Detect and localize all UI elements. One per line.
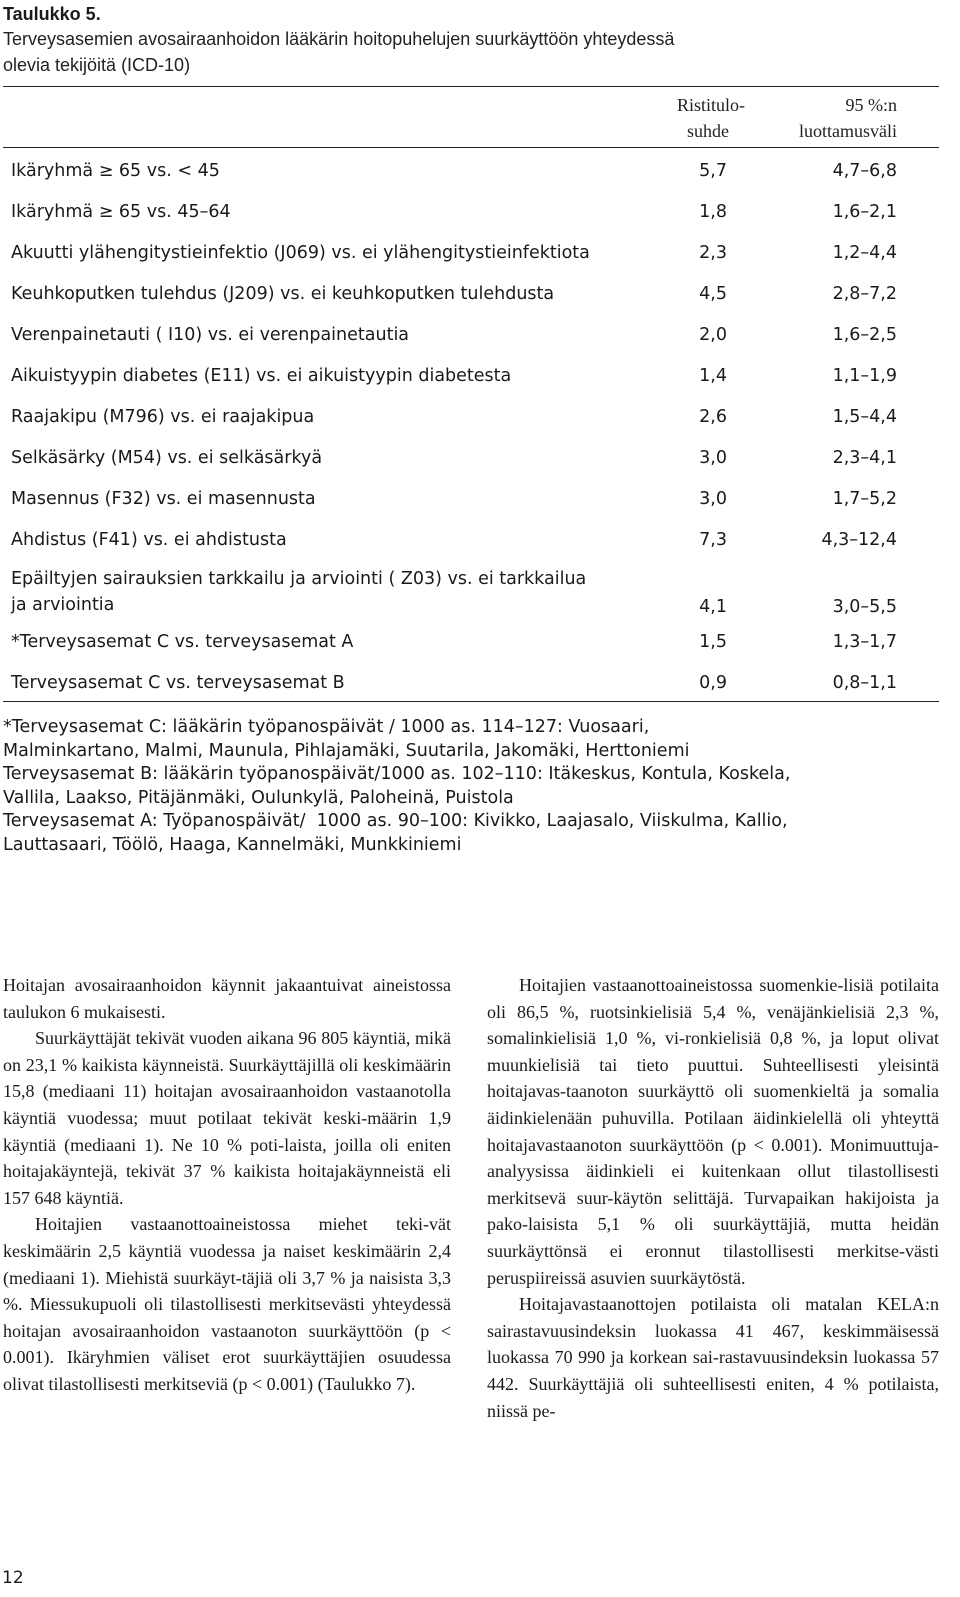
row-label: Epäiltyjen sairauksien tarkkailu ja arviointi ( Z03) vs. ei tarkkailua ja arviointia xyxy=(11,569,587,615)
table-row xyxy=(3,152,939,193)
row-label: Verenpainetauti ( I10) vs. ei verenpainetautia xyxy=(11,325,410,345)
row-ratio: 2,6 xyxy=(699,407,727,427)
row-ratio: 2,0 xyxy=(699,325,727,345)
row-ci: 1,2–4,4 xyxy=(832,243,897,263)
table-bottom-rule xyxy=(3,701,939,702)
row-ratio: 5,7 xyxy=(699,161,727,181)
paragraph: Hoitajavastaanottojen potilaista oli matalan KELA:n sairastavuusindeksin luokassa 41 467, keskimmäisessä luokassa 70 990 ja korkean sai-rastavuusindeksin luokassa 57 442. Suurkäyttäjiä oli suhteellisesti eniten, 4 % potilaista, niissä pe- xyxy=(487,1294,939,1421)
row-label: *Terveysasemat C vs. terveysasemat A xyxy=(11,632,354,652)
row-label: Ikäryhmä ≥ 65 vs. 45–64 xyxy=(11,202,231,222)
table-header-rule xyxy=(3,147,939,148)
row-ratio: 4,1 xyxy=(699,597,727,617)
row-ci: 2,8–7,2 xyxy=(832,284,897,304)
row-ci: 0,8–1,1 xyxy=(832,673,897,693)
table-row xyxy=(3,664,939,705)
row-label: Ikäryhmä ≥ 65 vs. < 45 xyxy=(11,161,220,181)
row-label: Ahdistus (F41) vs. ei ahdistusta xyxy=(11,530,287,550)
table-caption xyxy=(3,2,933,78)
page-number: 12 xyxy=(2,1568,24,1588)
table-header xyxy=(3,92,939,148)
table-row xyxy=(3,275,939,316)
row-label: Akuutti ylähengitystieinfektio (J069) vs. ei ylähengitystieinfektiota xyxy=(11,243,590,263)
table-row xyxy=(3,439,939,480)
row-ci: 1,6–2,5 xyxy=(832,325,897,345)
row-ci: 1,1–1,9 xyxy=(832,366,897,386)
row-ci: 1,7–5,2 xyxy=(832,489,897,509)
paragraph: Suurkäyttäjät tekivät vuoden aikana 96 805 käyntiä, mikä on 23,1 % kaikista käynneistä. Suurkäyttäjillä oli keskimäärin 15,8 (mediaani 11) hoitajan avosairaanhoidon vastaanotolla käyntiä vuodessa; muut potilaat tekivät keski-määrin 1,9 käyntiä (mediaani 1). Ne 10 % poti-laista, joilla oli eniten hoitajakäyntejä, tekivät 37 % kaikista hoitajakäynneistä eli 157 648 käyntiä. xyxy=(3,1028,451,1208)
table-footnotes xyxy=(3,716,933,857)
table-row xyxy=(3,480,939,521)
row-label: Raajakipu (M796) vs. ei raajakipua xyxy=(11,407,315,427)
row-label: Terveysasemat C vs. terveysasemat B xyxy=(11,673,345,693)
paragraph: Hoitajien vastaanottoaineistossa miehet teki-vät keskimäärin 2,5 käyntiä vuodessa ja naiset keskimäärin 2,4 (mediaani 1). Miehistä suurkäyt-täjiä oli 3,7 % ja naisista 3,3 %. Miessukupuoli oli tilastollisesti merkitsevästi yhteydessä hoitajan avosairaanhoidon vastaanoton suurkäyttöön (p < 0.001). Ikäryhmien väliset erot suurkäyttäjien osuudessa olivat tilastollisesti merkitseviä (p < 0.001) (Taulukko 7). xyxy=(3,1214,451,1394)
row-ratio: 4,5 xyxy=(699,284,727,304)
row-label: Selkäsärky (M54) vs. ei selkäsärkyä xyxy=(11,448,323,468)
paragraph: Hoitajien vastaanottoaineistossa suomenkie-lisiä potilaita oli 86,5 %, ruotsinkielisiä 5,4 %, venäjänkielisiä 2,3 %, somalinkielisiä 1,0 %, vi-ronkielisiä 0,8 %, ja loput olivat muunkielisiä tai tieto puuttui. Suhteellisesti yleisintä hoitajavas-taanoton suurkäyttö oli suomenkieltä ja somalia äidinkielenään puhuvilla. Potilaan äidinkielellä oli yhteyttä hoitajavastaanoton suurkäyttöön (p < 0.001). Monimuuttuja-analyysissa äidinkieli ei kuitenkaan ollut tilastollisesti merkitsevä suur-käytön selittäjä. Turvapaikan hakijoista ja pako-laisista 5,1 % oli suurkäyttäjiä, mutta heidän suurkäyttönsä ei eronnut tilastollisesti merkitse-västi peruspiireissä asuvien suurkäytöstä. xyxy=(487,975,939,1288)
body-column-left xyxy=(3,972,451,1398)
row-ratio: 1,8 xyxy=(699,202,727,222)
header-ratio-line-2: suhde xyxy=(687,121,729,141)
row-ratio: 7,3 xyxy=(699,530,727,550)
table-row xyxy=(3,193,939,234)
row-ratio: 0,9 xyxy=(699,673,727,693)
footnote-line: Terveysasemat A: Työpanospäivät/ 1000 as. 90–100: Kivikko, Laajasalo, Viiskulma, Kallio, xyxy=(3,811,788,831)
header-ci-line-1: 95 %:n xyxy=(845,95,897,115)
header-ci-line-2: luottamusväli xyxy=(799,121,897,141)
footnote-line: *Terveysasemat C: lääkärin työpanospäivät / 1000 as. 114–127: Vuosaari, xyxy=(3,717,650,737)
row-label: Aikuistyypin diabetes (E11) vs. ei aikuistyypin diabetesta xyxy=(11,366,512,386)
table-row xyxy=(3,398,939,439)
row-label: Keuhkoputken tulehdus (J209) vs. ei keuhkoputken tulehdusta xyxy=(11,284,555,304)
table-row xyxy=(3,562,939,623)
body-column-right xyxy=(487,972,939,1424)
table-row xyxy=(3,234,939,275)
footnote-line: Lauttasaari, Töölö, Haaga, Kannelmäki, Munkkiniemi xyxy=(3,834,462,855)
row-ci: 4,7–6,8 xyxy=(832,161,897,181)
table-title-line-1: Terveysasemien avosairaanhoidon lääkärin hoitopuhelujen suurkäyttöön yhteydessä xyxy=(3,29,675,49)
row-ratio: 1,5 xyxy=(699,632,727,652)
row-ratio: 2,3 xyxy=(699,243,727,263)
table-row xyxy=(3,316,939,357)
table-top-rule xyxy=(3,86,939,87)
table-label: Taulukko 5. xyxy=(3,4,101,24)
paragraph: Hoitajan avosairaanhoidon käynnit jakaantuivat aineistossa taulukon 6 mukaisesti. xyxy=(3,975,451,1022)
row-ratio: 3,0 xyxy=(699,448,727,468)
row-ci: 3,0–5,5 xyxy=(832,597,897,617)
table-title-line-2: olevia tekijöitä (ICD-10) xyxy=(3,55,191,75)
footnote-line: Terveysasemat B: lääkärin työpanospäivät/1000 as. 102–110: Itäkeskus, Kontula, Koskela, xyxy=(3,764,791,784)
table-row xyxy=(3,357,939,398)
row-ci: 1,5–4,4 xyxy=(832,407,897,427)
row-label: Masennus (F32) vs. ei masennusta xyxy=(11,489,316,509)
table-row xyxy=(3,623,939,664)
footnote-line: Malminkartano, Malmi, Maunula, Pihlajamäki, Suutarila, Jakomäki, Herttoniemi xyxy=(3,740,690,761)
row-ci: 1,3–1,7 xyxy=(832,632,897,652)
header-ratio-line-1: Ristitulo- xyxy=(676,95,745,115)
row-ratio: 1,4 xyxy=(699,366,727,386)
table-body xyxy=(3,152,939,705)
row-ratio: 3,0 xyxy=(699,489,727,509)
table-row xyxy=(3,521,939,562)
row-ci: 2,3–4,1 xyxy=(832,448,897,468)
footnote-line: Vallila, Laakso, Pitäjänmäki, Oulunkylä, Paloheinä, Puistola xyxy=(3,787,514,808)
row-ci: 4,3–12,4 xyxy=(821,530,897,550)
row-ci: 1,6–2,1 xyxy=(832,202,897,222)
